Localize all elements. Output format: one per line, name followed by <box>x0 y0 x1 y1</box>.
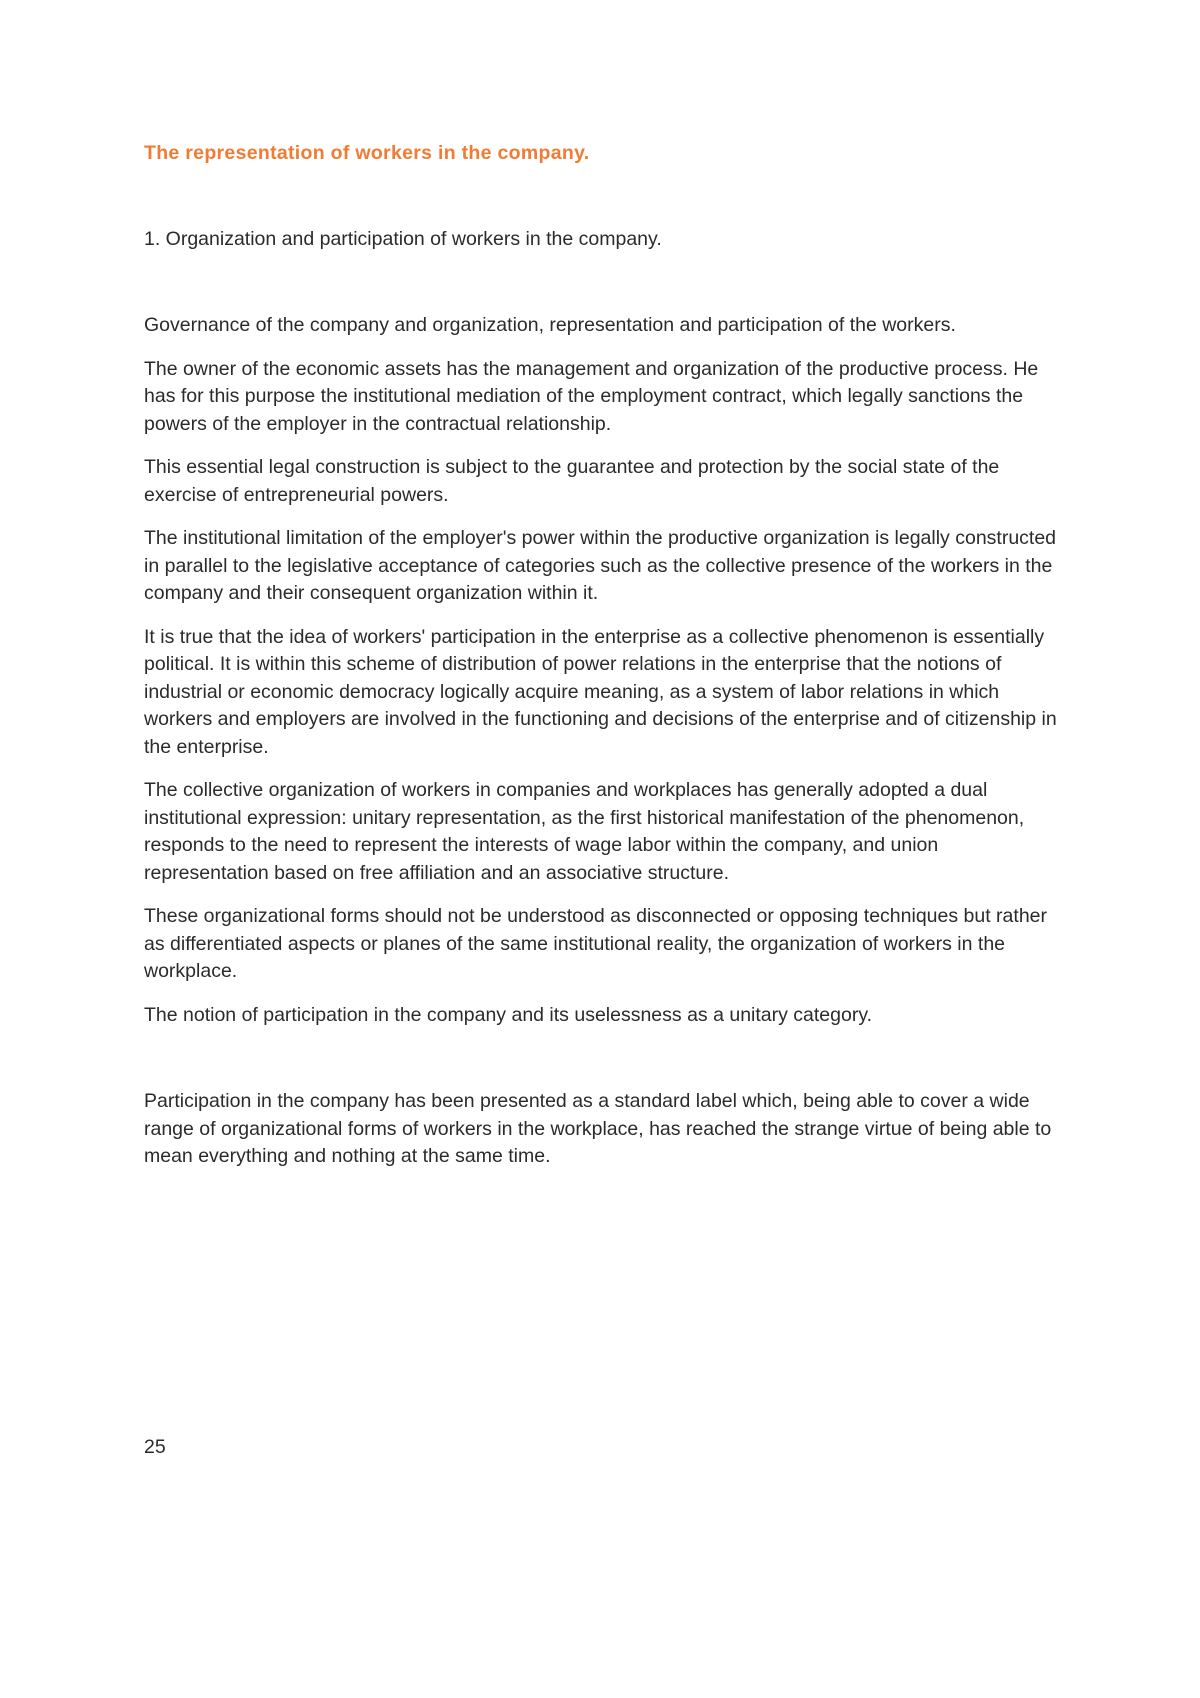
paragraph-2: This essential legal construction is subject to the guarantee and protection by the social state of the exercise of entrepreneurial powers. <box>144 456 1000 506</box>
section-heading: 1. Organization and participation of workers in the company. <box>144 228 662 250</box>
paragraph-5: The collective organization of workers in companies and workplaces has generally adopted a dual institutional expression: unitary representation, as the first historical manifestation of the phenomenon, responds to the need to represent the interests of wage labor within the company, and union representation based on free affiliation and an associative structure. <box>144 779 1025 884</box>
paragraph-1: The owner of the economic assets has the management and organization of the productive process. He has for this purpose the institutional mediation of the employment contract, which legally sanctions the powers of the employer in the contractual relationship. <box>144 357 1039 435</box>
final-paragraph: Participation in the company has been presented as a standard label which, being able to cover a wide range of organizational forms of workers in the workplace, has reached the strange virtue of being able to mean everything and nothing at the same time. <box>144 1090 1052 1167</box>
page-number: 25 <box>144 1436 166 1458</box>
paragraph-6: These organizational forms should not be understood as disconnected or opposing techniques but rather as differentiated aspects or planes of the same institutional reality, the organization of workers in the workplace. <box>144 905 1047 982</box>
paragraph-4: It is true that the idea of workers' participation in the enterprise as a collective phenomenon is essentially political. It is within this scheme of distribution of power relations in the enterprise that the notions of industrial or economic democracy logically acquire meaning, as a system of labor relations in which workers and employers are involved in the functioning and decisions of the enterprise and of citizenship in the enterprise. <box>144 625 1057 758</box>
document-body <box>144 140 1064 1171</box>
document-title: The representation of workers in the company. <box>144 142 590 164</box>
paragraph-7: The notion of participation in the company and its uselessness as a unitary category. <box>144 1003 873 1026</box>
subheading: Governance of the company and organization, representation and participation of the workers. <box>144 314 956 336</box>
paragraph-3: The institutional limitation of the employer's power within the productive organization is legally constructed in parallel to the legislative acceptance of categories such as the collective presence of the workers in the company and their consequent organization within it. <box>144 527 1057 604</box>
